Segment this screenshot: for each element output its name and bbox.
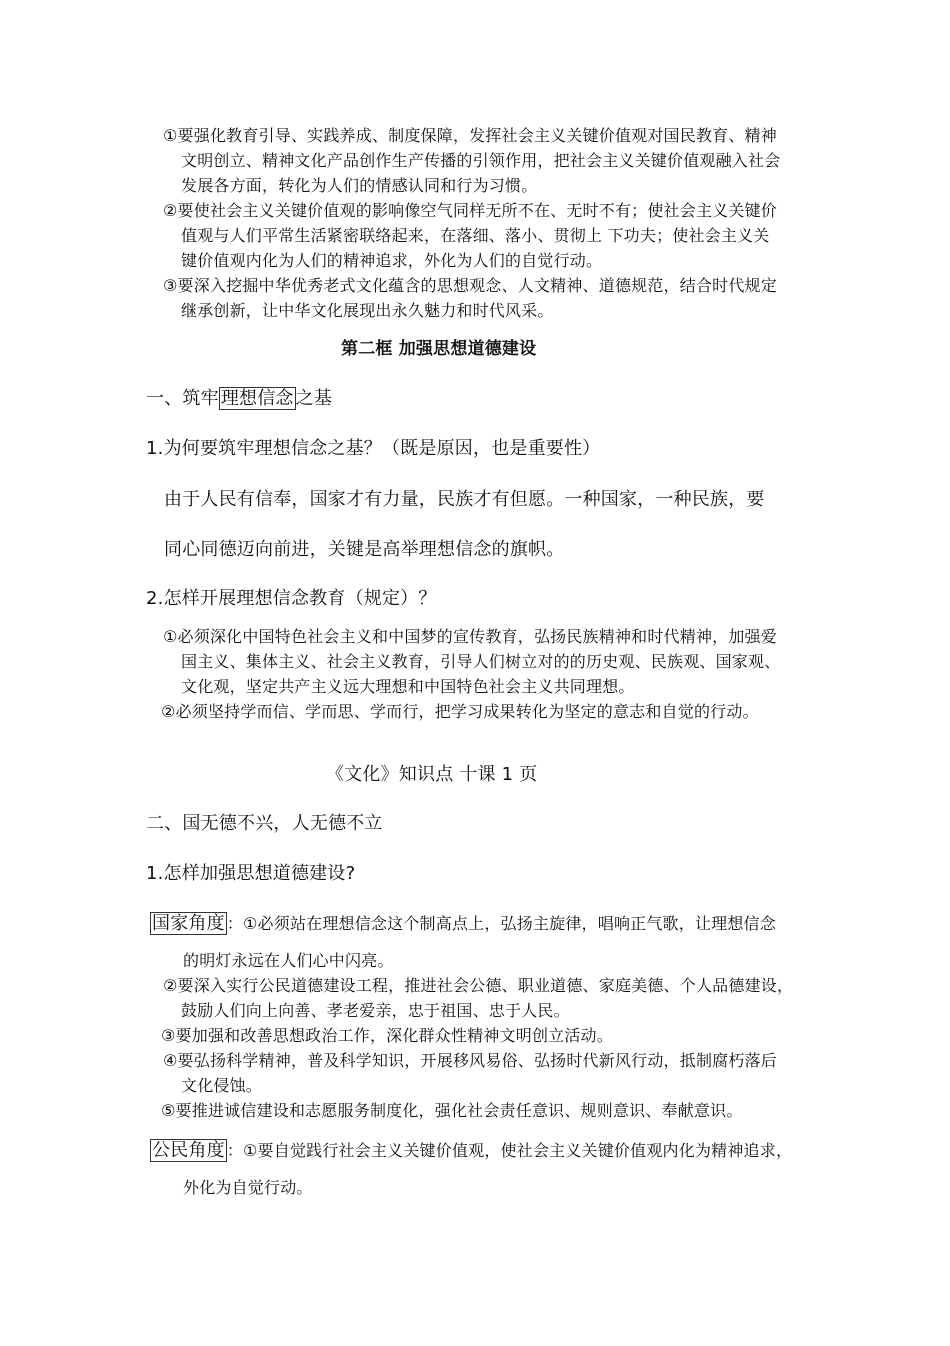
citizen-label: 公民角度	[152, 1140, 225, 1161]
country-item2-line2: 鼓励人们向上向善、孝老爱亲，忠于祖国、忠于人民。	[181, 1001, 570, 1020]
citizen-item1-text: ：①要自觉践行社会主义关键价值观，使社会主义关键价值观内化为精神追求，	[226, 1141, 793, 1160]
section1-item3-line2: 继承创新，让中华文化展现出永久魅力和时代风采。	[181, 301, 554, 320]
page-footer-label: 《文化》知识点 十课 1 页	[326, 764, 538, 785]
country-item2-line1: ②要深入实行公民道德建设工程，推进社会公德、职业道德、家庭美德、个人品德建设，	[163, 976, 794, 995]
section1-item1-line3: 发展各方面，转化为人们的情感认同和行为习惯。	[181, 176, 538, 195]
part1-answer1-line1: 由于人民有信奉，国家才有力量，民族才有但愿。一种国家，一种民族，要	[164, 489, 765, 510]
country-item4-line1: ④要弘扬科学精神，普及科学知识，开展移风易俗、弘扬时代新风行动，抵制腐朽落后	[163, 1051, 777, 1070]
part1-question1: 1.为何要筑牢理想信念之基？（既是原因，也是重要性）	[146, 438, 601, 459]
country-item3: ③要加强和改善思想政治工作，深化群众性精神文明创立活动。	[161, 1026, 613, 1045]
country-item5: ⑤要推进诚信建设和志愿服务制度化，强化社会责任意识、规则意识、奉献意识。	[161, 1101, 743, 1120]
part1-answer2-item1-line2: 国主义、集体主义、社会主义教育，引导人们树立对的的历史观、民族观、国家观、	[181, 652, 781, 671]
part1-heading-pre: 一、筑牢	[146, 388, 219, 409]
part1-answer2-item2: ②必须坚持学而信、学而思、学而行，把学习成果转化为坚定的意志和自觉的行动。	[161, 702, 759, 721]
section1-item2-line3: 键价值观内化为人们的精神追求，外化为人们的自觉行动。	[181, 251, 603, 270]
citizen-item1-line2: 外化为自觉行动。	[183, 1178, 313, 1197]
section1-item2-line2: 值观与人们平常生活紧密联络起来，在落细、落小、贯彻上 下功夫；使社会主义关	[181, 226, 770, 245]
section1-item1-line1: ①要强化教育引导、实践养成、制度保障，发挥社会主义关键价值观对国民教育、精神	[163, 126, 777, 145]
section1-item3-line1: ③要深入挖掘中华优秀老式文化蕴含的思想观念、人文精神、道德规范，结合时代规定	[163, 276, 777, 295]
part1-question2: 2.怎样开展理想信念教育（规定）？	[146, 588, 437, 609]
part1-heading-boxed: 理想信念	[220, 388, 294, 409]
country-item1-text: ：①必须站在理想信念这个制高点上，弘扬主旋律，唱响正气歌，让理想信念	[226, 914, 776, 933]
frame-title: 第二框 加强思想道德建设	[341, 339, 537, 359]
country-item1-line1	[150, 911, 776, 937]
part2-question1: 1.怎样加强思想道德建设?	[146, 863, 356, 884]
part1-heading-post: 之基	[295, 388, 333, 409]
country-item4-line2: 文化侵蚀。	[181, 1076, 263, 1095]
part1-answer2-item1-line3: 文化观，坚定共产主义远大理想和中国特色社会主义共同理想。	[181, 677, 635, 696]
part1-heading	[146, 386, 332, 412]
part1-answer2-item1-line1: ①必须深化中国特色社会主义和中国梦的宣传教育，弘扬民族精神和时代精神，加强爱	[163, 627, 777, 646]
part1-answer1-line2: 同心同德迈向前进，关键是高举理想信念的旗帜。	[164, 539, 565, 560]
section1-item1-line2: 文明创立、精神文化产品创作生产传播的引领作用，把社会主义关键价值观融入社会	[181, 151, 781, 170]
citizen-item1-line1	[150, 1138, 792, 1164]
country-label: 国家角度	[152, 913, 225, 934]
section1-item2-line1: ②要使社会主义关键价值观的影响像空气同样无所不在、无时不有；使社会主义关键价	[163, 201, 777, 220]
part2-heading: 二、国无德不兴，人无德不立	[146, 813, 383, 834]
country-item1-line2: 的明灯永远在人们心中闪亮。	[183, 951, 394, 970]
